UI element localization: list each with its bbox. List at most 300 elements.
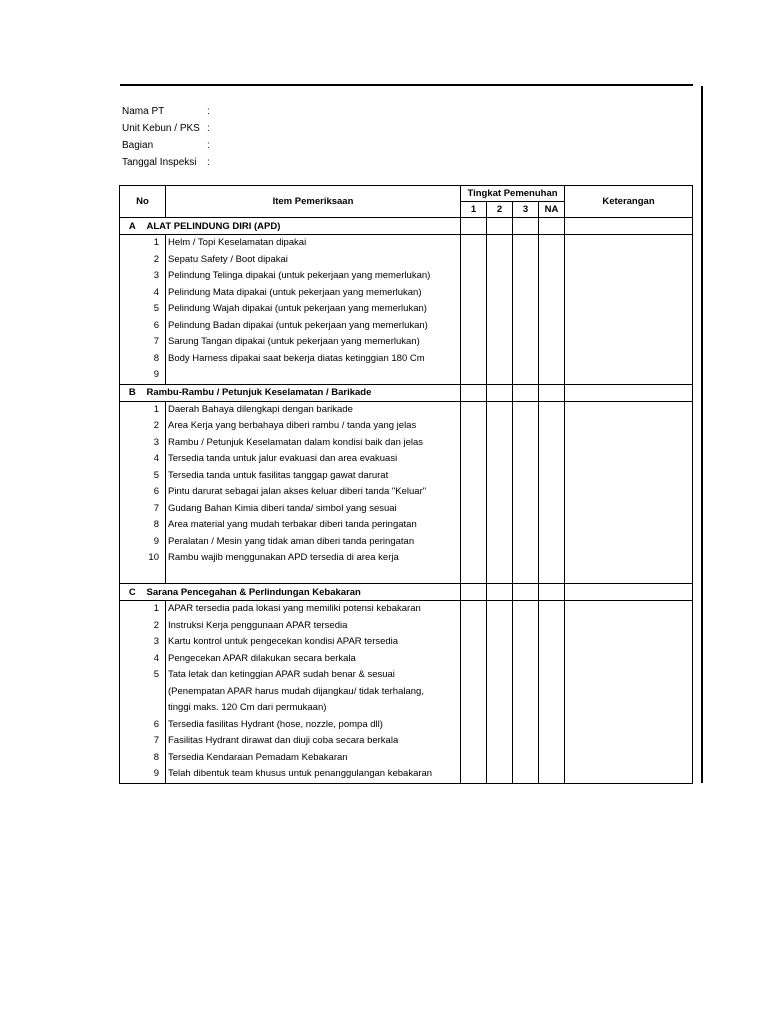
compliance-check-cell[interactable] bbox=[487, 318, 513, 335]
compliance-check-cell[interactable] bbox=[487, 517, 513, 534]
inspection-table bbox=[119, 185, 693, 784]
meta-label: Unit Kebun / PKS bbox=[122, 123, 200, 134]
section-header-row bbox=[120, 584, 693, 601]
item-text: Fasilitas Hydrant dirawat dan diuji coba secara berkala bbox=[166, 733, 461, 750]
keterangan-cell[interactable] bbox=[565, 501, 693, 518]
compliance-check-cell[interactable] bbox=[461, 435, 487, 452]
header-fields bbox=[122, 103, 217, 171]
compliance-check-cell[interactable] bbox=[487, 634, 513, 651]
compliance-check-cell[interactable] bbox=[487, 418, 513, 435]
compliance-check-cell[interactable] bbox=[539, 401, 565, 418]
keterangan-cell[interactable] bbox=[565, 634, 693, 651]
compliance-check-cell[interactable] bbox=[461, 750, 487, 767]
item-number: 3 bbox=[145, 268, 166, 285]
row-spacer-cell bbox=[120, 451, 145, 468]
keterangan-cell[interactable] bbox=[565, 601, 693, 618]
compliance-check-cell[interactable] bbox=[539, 733, 565, 750]
section-header-row bbox=[120, 218, 693, 235]
compliance-check-cell[interactable] bbox=[487, 534, 513, 551]
keterangan-cell[interactable] bbox=[565, 268, 693, 285]
compliance-check-cell[interactable] bbox=[539, 534, 565, 551]
table-row bbox=[120, 501, 693, 518]
keterangan-cell[interactable] bbox=[565, 484, 693, 501]
row-spacer-cell bbox=[120, 567, 145, 584]
item-number: 8 bbox=[145, 351, 166, 368]
compliance-check-cell[interactable] bbox=[461, 567, 487, 584]
keterangan-cell[interactable] bbox=[565, 717, 693, 734]
compliance-check-cell[interactable] bbox=[513, 618, 539, 635]
meta-colon: : bbox=[207, 157, 210, 168]
keterangan-cell[interactable] bbox=[565, 651, 693, 668]
compliance-check-cell[interactable] bbox=[513, 700, 539, 717]
compliance-check-cell[interactable] bbox=[513, 435, 539, 452]
section-letter: B bbox=[120, 384, 145, 401]
compliance-check-cell[interactable] bbox=[487, 618, 513, 635]
item-number: 8 bbox=[145, 517, 166, 534]
compliance-check-cell[interactable] bbox=[461, 367, 487, 384]
item-text bbox=[166, 567, 461, 584]
item-text: Peralatan / Mesin yang tidak aman diberi tanda peringatan bbox=[166, 534, 461, 551]
compliance-check-cell[interactable] bbox=[487, 468, 513, 485]
table-row bbox=[120, 750, 693, 767]
compliance-check-cell[interactable] bbox=[539, 384, 565, 401]
row-spacer-cell bbox=[120, 601, 145, 618]
item-text: Pelindung Badan dipakai (untuk pekerjaan yang memerlukan) bbox=[166, 318, 461, 335]
table-row bbox=[120, 667, 693, 684]
compliance-check-cell[interactable] bbox=[513, 252, 539, 269]
compliance-check-cell[interactable] bbox=[487, 435, 513, 452]
compliance-check-cell[interactable] bbox=[487, 684, 513, 701]
compliance-check-cell[interactable] bbox=[461, 584, 487, 601]
meta-label: Bagian bbox=[122, 140, 154, 151]
table-row bbox=[120, 684, 693, 701]
row-spacer-cell bbox=[120, 634, 145, 651]
compliance-check-cell[interactable] bbox=[539, 584, 565, 601]
keterangan-cell[interactable] bbox=[565, 567, 693, 584]
item-text: Pelindung Mata dipakai (untuk pekerjaan yang memerlukan) bbox=[166, 285, 461, 302]
row-spacer-cell bbox=[120, 401, 145, 418]
compliance-check-cell[interactable] bbox=[513, 484, 539, 501]
item-number: 1 bbox=[145, 235, 166, 252]
header-tingkat-pemenuhan: Tingkat Pemenuhan bbox=[461, 186, 565, 202]
compliance-check-cell[interactable] bbox=[461, 618, 487, 635]
keterangan-cell[interactable] bbox=[565, 584, 693, 601]
table-row bbox=[120, 301, 693, 318]
table-row bbox=[120, 401, 693, 418]
compliance-check-cell[interactable] bbox=[487, 750, 513, 767]
compliance-check-cell[interactable] bbox=[539, 550, 565, 567]
compliance-check-cell[interactable] bbox=[539, 667, 565, 684]
keterangan-cell[interactable] bbox=[565, 318, 693, 335]
compliance-check-cell[interactable] bbox=[487, 451, 513, 468]
header-level-3: 3 bbox=[513, 202, 539, 218]
compliance-check-cell[interactable] bbox=[539, 235, 565, 252]
compliance-check-cell[interactable] bbox=[513, 667, 539, 684]
compliance-check-cell[interactable] bbox=[539, 567, 565, 584]
compliance-check-cell[interactable] bbox=[513, 218, 539, 235]
row-spacer-cell bbox=[120, 235, 145, 252]
compliance-check-cell[interactable] bbox=[539, 218, 565, 235]
item-number: 9 bbox=[145, 534, 166, 551]
table-row bbox=[120, 700, 693, 717]
item-number: 9 bbox=[145, 367, 166, 384]
compliance-check-cell[interactable] bbox=[461, 451, 487, 468]
item-text: Instruksi Kerja penggunaan APAR tersedia bbox=[166, 618, 461, 635]
keterangan-cell[interactable] bbox=[565, 733, 693, 750]
item-text: (Penempatan APAR harus mudah dijangkau/ tidak terhalang, bbox=[166, 684, 461, 701]
item-text: Pengecekan APAR dilakukan secara berkala bbox=[166, 651, 461, 668]
compliance-check-cell[interactable] bbox=[461, 301, 487, 318]
keterangan-cell[interactable] bbox=[565, 684, 693, 701]
compliance-check-cell[interactable] bbox=[461, 285, 487, 302]
item-text: Pintu darurat sebagai jalan akses keluar diberi tanda "Keluar" bbox=[166, 484, 461, 501]
table-row bbox=[120, 334, 693, 351]
compliance-check-cell[interactable] bbox=[539, 684, 565, 701]
compliance-check-cell[interactable] bbox=[513, 651, 539, 668]
compliance-check-cell[interactable] bbox=[513, 285, 539, 302]
compliance-check-cell[interactable] bbox=[539, 301, 565, 318]
compliance-check-cell[interactable] bbox=[513, 584, 539, 601]
item-number: 5 bbox=[145, 468, 166, 485]
item-text: Rambu / Petunjuk Keselamatan dalam kondisi baik dan jelas bbox=[166, 435, 461, 452]
compliance-check-cell[interactable] bbox=[539, 367, 565, 384]
row-spacer-cell bbox=[120, 684, 145, 701]
compliance-check-cell[interactable] bbox=[487, 268, 513, 285]
keterangan-cell[interactable] bbox=[565, 534, 693, 551]
item-number: 6 bbox=[145, 318, 166, 335]
compliance-check-cell[interactable] bbox=[513, 567, 539, 584]
compliance-check-cell[interactable] bbox=[461, 235, 487, 252]
compliance-check-cell[interactable] bbox=[513, 351, 539, 368]
meta-colon: : bbox=[207, 123, 210, 134]
row-spacer-cell bbox=[120, 517, 145, 534]
row-spacer-cell bbox=[120, 651, 145, 668]
meta-colon: : bbox=[207, 106, 210, 117]
row-spacer-cell bbox=[120, 667, 145, 684]
table-body bbox=[120, 218, 693, 784]
compliance-check-cell[interactable] bbox=[461, 252, 487, 269]
row-spacer-cell bbox=[120, 252, 145, 269]
item-text: tinggi maks. 120 Cm dari permukaan) bbox=[166, 700, 461, 717]
compliance-check-cell[interactable] bbox=[539, 351, 565, 368]
table-row bbox=[120, 618, 693, 635]
compliance-check-cell[interactable] bbox=[513, 451, 539, 468]
table-row bbox=[120, 484, 693, 501]
item-number: 3 bbox=[145, 634, 166, 651]
compliance-check-cell[interactable] bbox=[487, 601, 513, 618]
table-row bbox=[120, 733, 693, 750]
keterangan-cell[interactable] bbox=[565, 667, 693, 684]
compliance-check-cell[interactable] bbox=[513, 268, 539, 285]
item-text: Tata letak dan ketinggian APAR sudah benar & sesuai bbox=[166, 667, 461, 684]
compliance-check-cell[interactable] bbox=[539, 484, 565, 501]
compliance-check-cell[interactable] bbox=[487, 766, 513, 783]
item-number: 2 bbox=[145, 418, 166, 435]
compliance-check-cell[interactable] bbox=[539, 618, 565, 635]
keterangan-cell[interactable] bbox=[565, 468, 693, 485]
row-spacer-cell bbox=[120, 351, 145, 368]
item-number: 4 bbox=[145, 451, 166, 468]
meta-label: Tanggal Inspeksi bbox=[122, 157, 197, 168]
table-row bbox=[120, 550, 693, 567]
compliance-check-cell[interactable] bbox=[539, 435, 565, 452]
compliance-check-cell[interactable] bbox=[513, 534, 539, 551]
compliance-check-cell[interactable] bbox=[513, 550, 539, 567]
compliance-check-cell[interactable] bbox=[461, 684, 487, 701]
item-text: Pelindung Telinga dipakai (untuk pekerjaan yang memerlukan) bbox=[166, 268, 461, 285]
row-spacer-cell bbox=[120, 700, 145, 717]
item-number: 8 bbox=[145, 750, 166, 767]
keterangan-cell[interactable] bbox=[565, 218, 693, 235]
row-spacer-cell bbox=[120, 750, 145, 767]
compliance-check-cell[interactable] bbox=[539, 750, 565, 767]
item-number: 5 bbox=[145, 667, 166, 684]
keterangan-cell[interactable] bbox=[565, 550, 693, 567]
item-number: 6 bbox=[145, 717, 166, 734]
compliance-check-cell[interactable] bbox=[487, 384, 513, 401]
compliance-check-cell[interactable] bbox=[461, 384, 487, 401]
row-spacer-cell bbox=[120, 484, 145, 501]
compliance-check-cell[interactable] bbox=[539, 517, 565, 534]
compliance-check-cell[interactable] bbox=[487, 351, 513, 368]
item-number: 4 bbox=[145, 285, 166, 302]
item-text: Body Harness dipakai saat bekerja diatas ketinggian 180 Cm bbox=[166, 351, 461, 368]
table-row bbox=[120, 235, 693, 252]
compliance-check-cell[interactable] bbox=[461, 218, 487, 235]
compliance-check-cell[interactable] bbox=[539, 252, 565, 269]
meta-colon: : bbox=[207, 140, 210, 151]
compliance-check-cell[interactable] bbox=[461, 468, 487, 485]
row-spacer-cell bbox=[120, 766, 145, 783]
row-spacer-cell bbox=[120, 418, 145, 435]
compliance-check-cell[interactable] bbox=[487, 550, 513, 567]
compliance-check-cell[interactable] bbox=[513, 634, 539, 651]
keterangan-cell[interactable] bbox=[565, 384, 693, 401]
table-row bbox=[120, 766, 693, 783]
table-row bbox=[120, 567, 693, 584]
table-row bbox=[120, 651, 693, 668]
item-number: 6 bbox=[145, 484, 166, 501]
table-row bbox=[120, 367, 693, 384]
compliance-check-cell[interactable] bbox=[513, 766, 539, 783]
item-number: 10 bbox=[145, 550, 166, 567]
table-row bbox=[120, 418, 693, 435]
compliance-check-cell[interactable] bbox=[513, 318, 539, 335]
compliance-check-cell[interactable] bbox=[513, 750, 539, 767]
row-spacer-cell bbox=[120, 618, 145, 635]
compliance-check-cell[interactable] bbox=[513, 401, 539, 418]
item-text: Area material yang mudah terbakar diberi tanda peringatan bbox=[166, 517, 461, 534]
item-text: Kartu kontrol untuk pengecekan kondisi APAR tersedia bbox=[166, 634, 461, 651]
item-text: Tersedia tanda untuk fasilitas tanggap gawat darurat bbox=[166, 468, 461, 485]
section-title: Sarana Pencegahan & Perlindungan Kebakaran bbox=[145, 584, 461, 601]
compliance-check-cell[interactable] bbox=[513, 468, 539, 485]
table-row bbox=[120, 534, 693, 551]
compliance-check-cell[interactable] bbox=[461, 550, 487, 567]
row-spacer-cell bbox=[120, 468, 145, 485]
compliance-check-cell[interactable] bbox=[539, 468, 565, 485]
compliance-check-cell[interactable] bbox=[539, 717, 565, 734]
item-number: 4 bbox=[145, 651, 166, 668]
compliance-check-cell[interactable] bbox=[487, 717, 513, 734]
compliance-check-cell[interactable] bbox=[487, 218, 513, 235]
compliance-check-cell[interactable] bbox=[539, 268, 565, 285]
compliance-check-cell[interactable] bbox=[487, 484, 513, 501]
keterangan-cell[interactable] bbox=[565, 451, 693, 468]
compliance-check-cell[interactable] bbox=[539, 334, 565, 351]
compliance-check-cell[interactable] bbox=[461, 733, 487, 750]
row-spacer-cell bbox=[120, 301, 145, 318]
compliance-check-cell[interactable] bbox=[487, 733, 513, 750]
row-spacer-cell bbox=[120, 501, 145, 518]
item-number: 2 bbox=[145, 618, 166, 635]
item-number: 1 bbox=[145, 401, 166, 418]
keterangan-cell[interactable] bbox=[565, 418, 693, 435]
compliance-check-cell[interactable] bbox=[539, 501, 565, 518]
compliance-check-cell[interactable] bbox=[461, 651, 487, 668]
compliance-check-cell[interactable] bbox=[513, 517, 539, 534]
compliance-check-cell[interactable] bbox=[487, 567, 513, 584]
compliance-check-cell[interactable] bbox=[461, 401, 487, 418]
compliance-check-cell[interactable] bbox=[513, 684, 539, 701]
section-header-row bbox=[120, 384, 693, 401]
compliance-check-cell[interactable] bbox=[513, 717, 539, 734]
item-text: Rambu wajib menggunakan APD tersedia di area kerja bbox=[166, 550, 461, 567]
table-row bbox=[120, 435, 693, 452]
compliance-check-cell[interactable] bbox=[513, 418, 539, 435]
keterangan-cell[interactable] bbox=[565, 700, 693, 717]
compliance-check-cell[interactable] bbox=[461, 634, 487, 651]
row-spacer-cell bbox=[120, 268, 145, 285]
keterangan-cell[interactable] bbox=[565, 766, 693, 783]
compliance-check-cell[interactable] bbox=[461, 517, 487, 534]
item-text: Daerah Bahaya dilengkapi dengan barikade bbox=[166, 401, 461, 418]
compliance-check-cell[interactable] bbox=[513, 384, 539, 401]
compliance-check-cell[interactable] bbox=[513, 367, 539, 384]
compliance-check-cell[interactable] bbox=[513, 733, 539, 750]
compliance-check-cell[interactable] bbox=[513, 235, 539, 252]
keterangan-cell[interactable] bbox=[565, 252, 693, 269]
compliance-check-cell[interactable] bbox=[461, 534, 487, 551]
section-title: ALAT PELINDUNG DIRI (APD) bbox=[145, 218, 461, 235]
item-number: 7 bbox=[145, 733, 166, 750]
compliance-check-cell[interactable] bbox=[539, 766, 565, 783]
keterangan-cell[interactable] bbox=[565, 301, 693, 318]
compliance-check-cell[interactable] bbox=[539, 634, 565, 651]
table-row bbox=[120, 468, 693, 485]
row-spacer-cell bbox=[120, 733, 145, 750]
keterangan-cell[interactable] bbox=[565, 351, 693, 368]
table-row bbox=[120, 268, 693, 285]
compliance-check-cell[interactable] bbox=[461, 418, 487, 435]
keterangan-cell[interactable] bbox=[565, 334, 693, 351]
header-level-na: NA bbox=[539, 202, 565, 218]
compliance-check-cell[interactable] bbox=[461, 268, 487, 285]
compliance-check-cell[interactable] bbox=[461, 501, 487, 518]
compliance-check-cell[interactable] bbox=[487, 367, 513, 384]
compliance-check-cell[interactable] bbox=[539, 318, 565, 335]
table-row bbox=[120, 351, 693, 368]
section-title: Rambu-Rambu / Petunjuk Keselamatan / Barikade bbox=[145, 384, 461, 401]
keterangan-cell[interactable] bbox=[565, 235, 693, 252]
compliance-check-cell[interactable] bbox=[487, 235, 513, 252]
item-text: Gudang Bahan Kimia diberi tanda/ simbol yang sesuai bbox=[166, 501, 461, 518]
compliance-check-cell[interactable] bbox=[539, 285, 565, 302]
item-text: Sepatu Safety / Boot dipakai bbox=[166, 252, 461, 269]
compliance-check-cell[interactable] bbox=[461, 484, 487, 501]
row-spacer-cell bbox=[120, 550, 145, 567]
row-spacer-cell bbox=[120, 285, 145, 302]
compliance-check-cell[interactable] bbox=[487, 401, 513, 418]
compliance-check-cell[interactable] bbox=[487, 501, 513, 518]
item-text: Tersedia fasilitas Hydrant (hose, nozzle, pompa dll) bbox=[166, 717, 461, 734]
compliance-check-cell[interactable] bbox=[513, 501, 539, 518]
compliance-check-cell[interactable] bbox=[487, 584, 513, 601]
row-spacer-cell bbox=[120, 334, 145, 351]
keterangan-cell[interactable] bbox=[565, 367, 693, 384]
item-number: 1 bbox=[145, 601, 166, 618]
item-text: APAR tersedia pada lokasi yang memiliki potensi kebakaran bbox=[166, 601, 461, 618]
keterangan-cell[interactable] bbox=[565, 618, 693, 635]
compliance-check-cell[interactable] bbox=[487, 301, 513, 318]
compliance-check-cell[interactable] bbox=[461, 766, 487, 783]
keterangan-cell[interactable] bbox=[565, 401, 693, 418]
compliance-check-cell[interactable] bbox=[513, 601, 539, 618]
item-number bbox=[145, 700, 166, 717]
compliance-check-cell[interactable] bbox=[487, 667, 513, 684]
compliance-check-cell[interactable] bbox=[539, 601, 565, 618]
meta-row-tanggal-inspeksi bbox=[122, 154, 217, 171]
keterangan-cell[interactable] bbox=[565, 285, 693, 302]
compliance-check-cell[interactable] bbox=[487, 334, 513, 351]
header-level-1: 1 bbox=[461, 202, 487, 218]
item-text: Sarung Tangan dipakai (untuk pekerjaan yang memerlukan) bbox=[166, 334, 461, 351]
compliance-check-cell[interactable] bbox=[461, 334, 487, 351]
section-letter: C bbox=[120, 584, 145, 601]
item-number: 9 bbox=[145, 766, 166, 783]
compliance-check-cell[interactable] bbox=[487, 651, 513, 668]
keterangan-cell[interactable] bbox=[565, 435, 693, 452]
table-row bbox=[120, 451, 693, 468]
compliance-check-cell[interactable] bbox=[461, 667, 487, 684]
compliance-check-cell[interactable] bbox=[539, 700, 565, 717]
compliance-check-cell[interactable] bbox=[461, 700, 487, 717]
compliance-check-cell[interactable] bbox=[539, 418, 565, 435]
compliance-check-cell[interactable] bbox=[461, 351, 487, 368]
keterangan-cell[interactable] bbox=[565, 517, 693, 534]
item-text: Pelindung Wajah dipakai (untuk pekerjaan yang memerlukan) bbox=[166, 301, 461, 318]
table-row bbox=[120, 517, 693, 534]
compliance-check-cell[interactable] bbox=[539, 451, 565, 468]
table-row bbox=[120, 717, 693, 734]
meta-row-nama-pt bbox=[122, 103, 217, 120]
right-border-line bbox=[701, 86, 703, 783]
compliance-check-cell[interactable] bbox=[461, 601, 487, 618]
compliance-check-cell[interactable] bbox=[487, 252, 513, 269]
keterangan-cell[interactable] bbox=[565, 750, 693, 767]
row-spacer-cell bbox=[120, 367, 145, 384]
compliance-check-cell[interactable] bbox=[487, 700, 513, 717]
compliance-check-cell[interactable] bbox=[461, 318, 487, 335]
compliance-check-cell[interactable] bbox=[461, 717, 487, 734]
compliance-check-cell[interactable] bbox=[513, 334, 539, 351]
table-row bbox=[120, 318, 693, 335]
table-row bbox=[120, 634, 693, 651]
compliance-check-cell[interactable] bbox=[539, 651, 565, 668]
row-spacer-cell bbox=[120, 534, 145, 551]
compliance-check-cell[interactable] bbox=[513, 301, 539, 318]
compliance-check-cell[interactable] bbox=[487, 285, 513, 302]
